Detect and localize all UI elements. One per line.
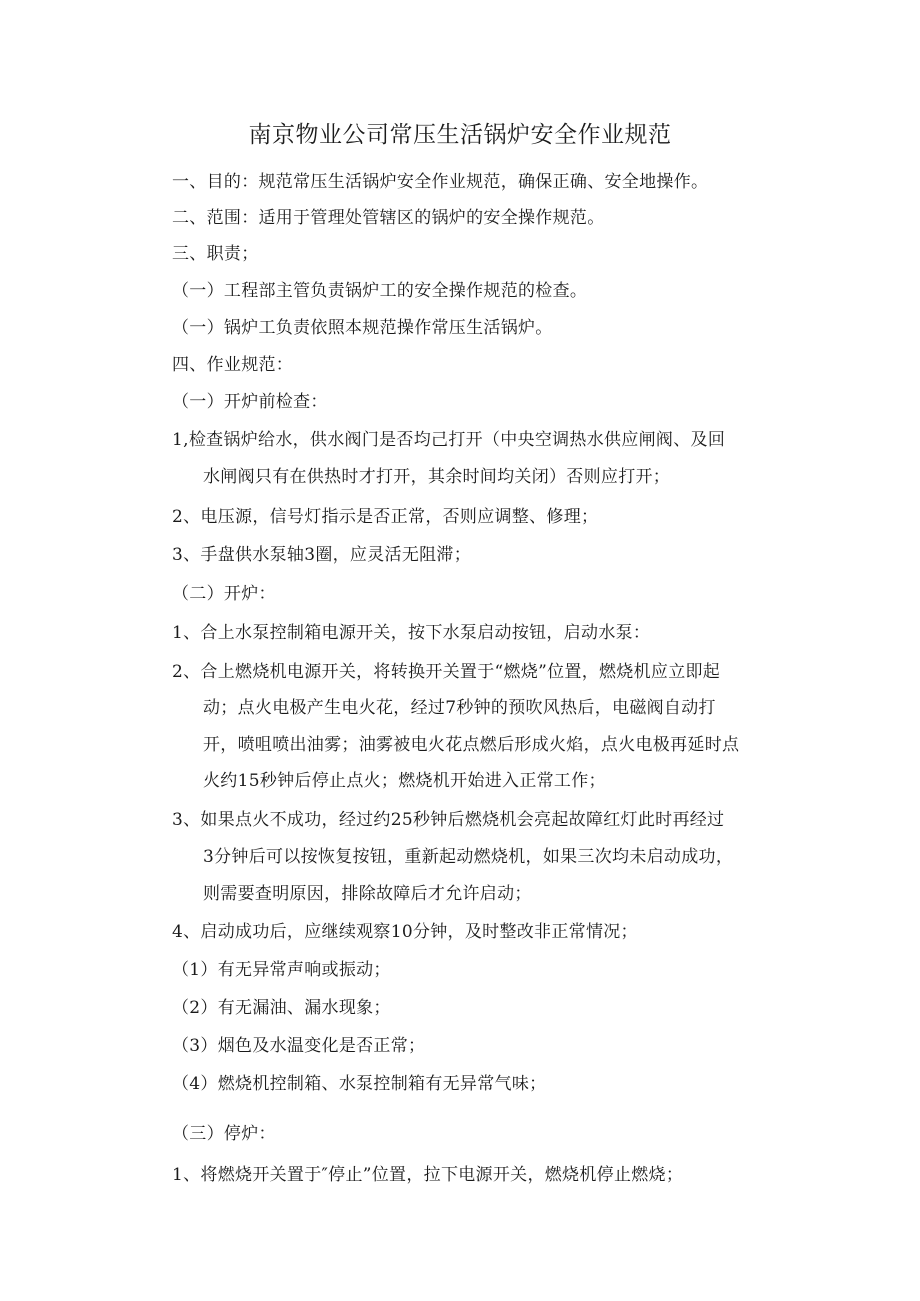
text-line-stop-1: 1、将燃烧开关置于″停止”位置，拉下电源开关，燃烧机停止燃烧； [172, 1165, 684, 1185]
text-line-check-1: （1）有无异常声响或振动； [172, 960, 391, 980]
text-line-start-2d: 火约15秒钟后停止点火；燃烧机开始进入正常工作； [203, 771, 606, 791]
text-line-precheck-1a: 1,检查锅炉给水，供水阀门是否均己打开（中央空调热水供应闸阀、及回 [172, 430, 726, 450]
text-line-start-2a: 2、合上燃烧机电源开关，将转换开关置于“燃烧”位置，燃烧机应立即起 [172, 662, 721, 682]
text-line-start-2b: 动；点火电极产生电火花，经过7秒钟的预吹风热后，电磁阀自动打 [203, 698, 716, 718]
text-line-precheck-heading: （一）开炉前检查： [172, 392, 328, 412]
text-line-spec-heading: 四、作业规范： [172, 355, 294, 375]
text-line-start-heading: （二）开炉： [172, 584, 276, 604]
text-line-start-1: 1、合上水泵控制箱电源开关，按下水泵启动按钮，启动水泵： [172, 623, 651, 643]
text-line-stop-heading: （三）停炉： [172, 1124, 276, 1144]
text-line-start-2c: 开，喷咀喷出油雾；油雾被电火花点燃后形成火焰，点火电极再延时点 [203, 735, 740, 755]
text-line-check-4: （4）燃烧机控制箱、水泵控制箱有无异常气味； [172, 1074, 547, 1094]
text-line-check-2: （2）有无漏油、漏水现象； [172, 998, 391, 1018]
text-line-start-3c: 则需要查明原因，排除故障后才允许启动； [203, 884, 532, 904]
text-line-start-3b: 3分钟后可以按恢复按钮，重新起动燃烧机，如果三次均未启动成功， [203, 847, 734, 867]
text-line-check-3: （3）烟色及水温变化是否正常； [172, 1036, 426, 1056]
text-line-responsibility-1: （一）工程部主管负责锅炉工的安全操作规范的检查。 [172, 281, 588, 301]
text-line-precheck-3: 3、手盘供水泵轴3圈，应灵活无阻滞； [172, 545, 472, 565]
text-line-precheck-1b: 水闸阀只有在供热时才打开，其余时间均关闭）否则应打开； [203, 467, 671, 487]
text-line-start-4: 4、启动成功后，应继续观察10分钟，及时整改非正常情况； [172, 922, 638, 942]
document-title: 南京物业公司常压生活锅炉安全作业规范 [248, 122, 672, 148]
text-line-responsibility-heading: 三、职责； [172, 244, 259, 264]
text-line-purpose: 一、目的：规范常压生活锅炉安全作业规范，确保正确、安全地操作。 [172, 172, 709, 192]
text-line-start-3a: 3、如果点火不成功，经过约25秒钟后燃烧机会亮起故障红灯此时再经过 [172, 810, 725, 830]
text-line-scope: 二、范围：适用于管理处管辖区的锅炉的安全操作规范。 [172, 208, 605, 228]
text-line-precheck-2: 2、电压源，信号灯指示是否正常，否则应调整、修理； [172, 507, 599, 527]
text-line-responsibility-2: （一）锅炉工负责依照本规范操作常压生活锅炉。 [172, 318, 553, 338]
